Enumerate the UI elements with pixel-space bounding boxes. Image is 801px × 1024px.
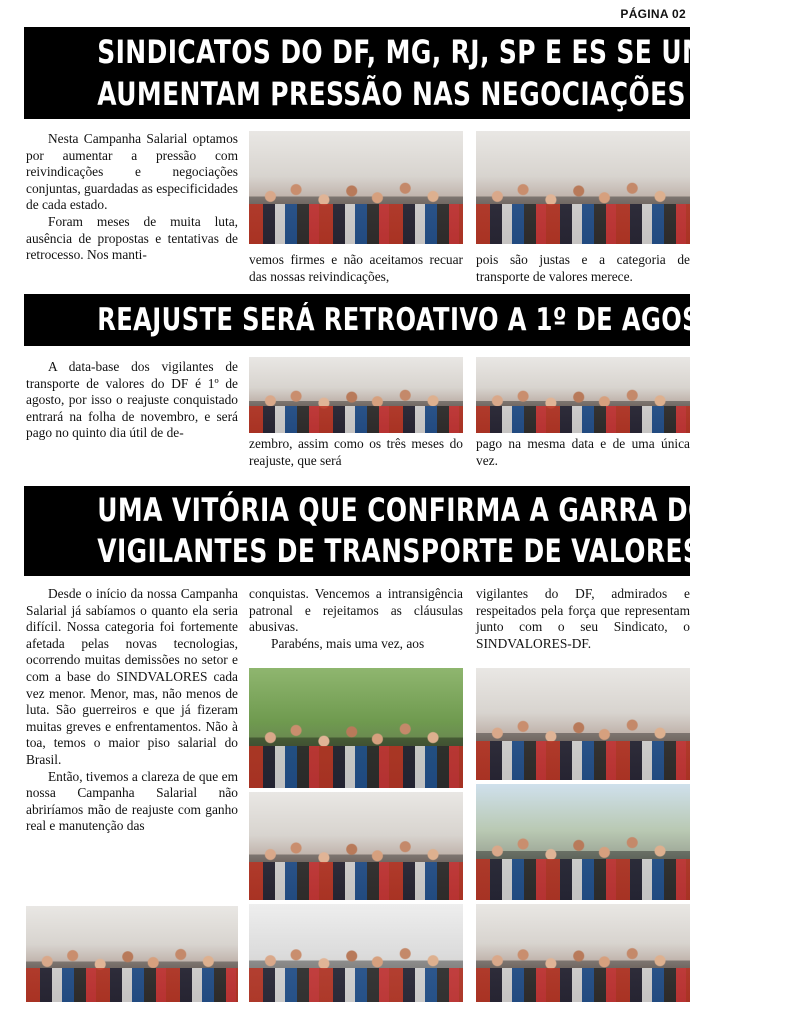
page-number: PÁGINA 02 xyxy=(620,7,686,21)
paragraph: Então, tivemos a clareza de que em nossa Campanha Salarial não abriríamos mão de reajuste com ganho real e manutenção das xyxy=(26,768,238,834)
photo-meeting-table xyxy=(249,357,463,433)
photo-negotiation-table xyxy=(249,904,463,1002)
paragraph: vemos firmes e não aceitamos recuar das nossas reivindicações, xyxy=(249,252,463,284)
section2-column2 xyxy=(249,436,463,469)
section1-column1 xyxy=(26,131,238,264)
paragraph: Nesta Campanha Salarial optamos por aumentar a pressão com reivindicações e negociações conjuntas, guardadas as especificidades de cada estado. xyxy=(26,131,238,213)
paragraph: vigilantes do DF, admirados e respeitados pela força que representam junto com o seu Sindicato, o SINDVALORES-DF. xyxy=(476,586,690,651)
section1-column2 xyxy=(249,252,463,285)
paragraph: pago na mesma data e de uma única vez. xyxy=(476,436,690,468)
section2-column1 xyxy=(26,359,238,442)
section2-column3 xyxy=(476,436,690,469)
photo-assembly-speaker xyxy=(476,904,690,1002)
section3-column2 xyxy=(249,586,463,652)
headline-retroactive-adjustment xyxy=(24,294,738,346)
headline-line: VIGILANTES DE TRANSPORTE DE VALORES DO DF xyxy=(97,532,801,570)
paragraph: A data-base dos vigilantes de transporte de valores do DF é 1º de agosto, por isso o reajuste conquistado entrará na folha de novembro, e será pago no quinto dia útil de de- xyxy=(26,359,238,441)
photo-assembly-audience xyxy=(476,131,690,244)
photo-assembly-raised-hands xyxy=(249,131,463,244)
headline-line: AUMENTAM PRESSÃO NAS NEGOCIAÇÕES xyxy=(97,75,686,113)
headline-line: SINDICATOS DO DF, MG, RJ, SP E ES SE UNEM E xyxy=(97,33,773,71)
paragraph: Parabéns, mais uma vez, aos xyxy=(271,635,425,651)
headline-unions-unite xyxy=(24,27,773,119)
photo-meeting-audience xyxy=(476,357,690,433)
paragraph: Foram meses de muita luta, ausência de propostas e tentativas de retrocesso. Nos manti- xyxy=(26,213,238,263)
section3-column1 xyxy=(26,586,238,835)
photo-assembly-seated xyxy=(249,792,463,900)
section1-column3 xyxy=(476,252,690,285)
paragraph: Desde o início da nossa Campanha Salarial já sabíamos o quanto ela seria difícil. Nossa categoria foi fortemente afetada pelas novas tecnologias, ocorrendo muitas demissões no setor e com a base do SINDVALORES cada vez menor. Menor, mas, não menos de luta. São guerreiros e que já fizeram muitas greves e enfrentamentos. Não à toa, temos o maior piso salarial do Brasil. xyxy=(26,586,238,767)
photo-assembly-hands-up xyxy=(26,906,238,1002)
photo-group-indoor xyxy=(476,668,690,780)
section3-column3 xyxy=(476,586,690,652)
paragraph: pois são justas e a categoria de transporte de valores merece. xyxy=(476,252,690,284)
headline-line: UMA VITÓRIA QUE CONFIRMA A GARRA DOS xyxy=(97,491,728,529)
paragraph: conquistas. Vencemos a intransigência patronal e rejeitamos as cláusulas abusivas. xyxy=(249,586,463,635)
paragraph: zembro, assim como os três meses do reajuste, que será xyxy=(249,436,463,468)
headline-line: REAJUSTE SERÁ RETROATIVO A 1º DE AGOSTO xyxy=(97,302,738,338)
photo-group-street xyxy=(476,784,690,900)
headline-victory xyxy=(24,486,801,576)
photo-group-outdoor xyxy=(249,668,463,788)
